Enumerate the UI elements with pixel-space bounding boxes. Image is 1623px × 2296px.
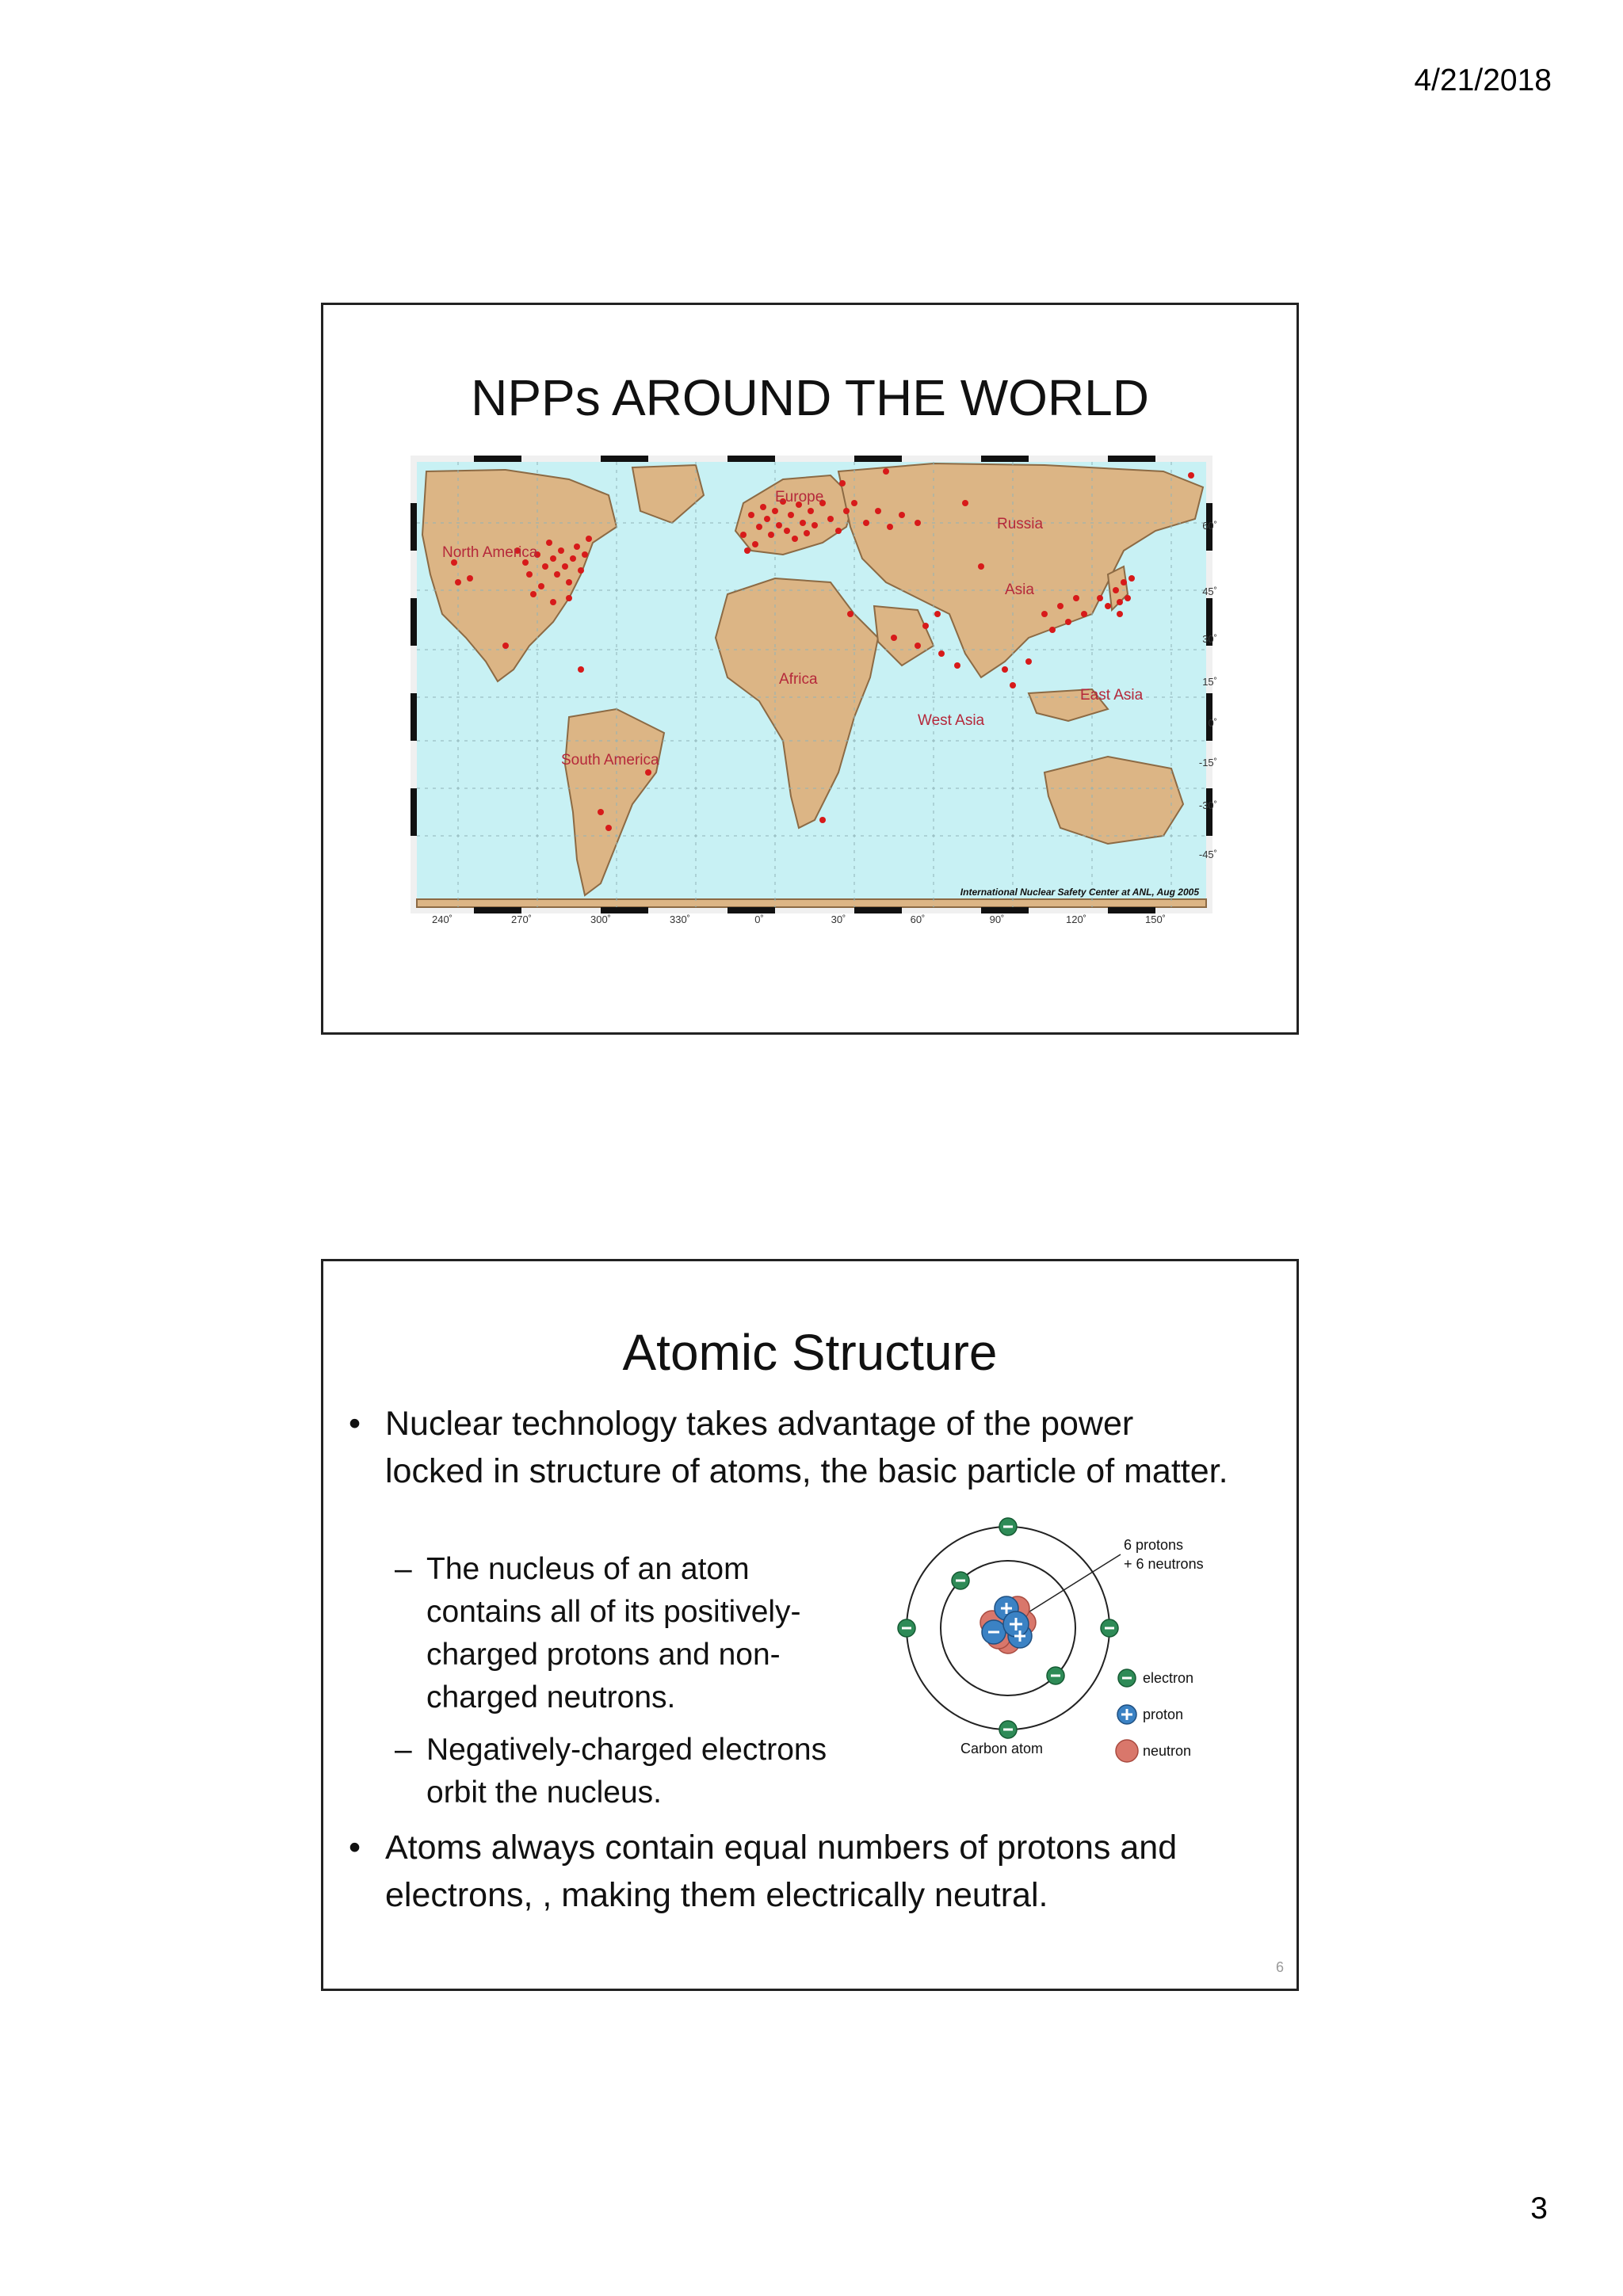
bullet-glyph: • (349, 1829, 361, 1867)
lon-90: 90˚ (989, 913, 1005, 923)
dash-glyph: – (395, 1733, 412, 1767)
legend-neutron-label: neutron (1143, 1743, 1192, 1759)
atom-caption: Carbon atom (960, 1741, 1044, 1756)
lat-minus-45: -45˚ (1198, 849, 1217, 860)
legend (1116, 1669, 1193, 1762)
lon-330: 330˚ (669, 913, 691, 923)
lat-0: 0˚ (1208, 717, 1217, 729)
lat-15: 15˚ (1202, 676, 1217, 688)
map-credit: International Nuclear Safety Center at ANL, Aug 2005 (960, 887, 1199, 898)
label-west-asia: West Asia (918, 712, 985, 729)
lon-30: 30˚ (831, 913, 846, 923)
slide-npps-world (321, 303, 1299, 1035)
lon-270: 270˚ (510, 913, 533, 923)
lat-45: 45˚ (1202, 585, 1217, 597)
protons-count-label: 6 protons (1124, 1537, 1184, 1553)
neutron-icon (1116, 1740, 1138, 1762)
lat-minus-15: -15˚ (1198, 757, 1217, 769)
lon-300: 300˚ (590, 913, 612, 923)
slide-title: NPPs AROUND THE WORLD (471, 369, 1149, 426)
legend-proton-label: proton (1143, 1707, 1184, 1722)
world-map (411, 456, 1219, 923)
label-asia: Asia (1005, 582, 1034, 598)
lon-0: 0˚ (754, 913, 764, 923)
slide-atomic-structure (321, 1259, 1299, 1991)
neutrons-count-label: + 6 neutrons (1124, 1556, 1204, 1572)
lon-60: 60˚ (910, 913, 926, 923)
lat-30: 30˚ (1202, 633, 1217, 645)
sub-bullet-nucleus (395, 1548, 838, 1719)
label-north-america: North America (442, 544, 538, 561)
lat-60: 60˚ (1202, 520, 1217, 532)
lon-150: 150˚ (1144, 913, 1167, 923)
lon-120: 120˚ (1065, 913, 1087, 923)
label-russia: Russia (997, 516, 1044, 532)
nucleus-label (1124, 1537, 1204, 1572)
dash-glyph: – (395, 1552, 412, 1586)
sub-bullet-text: The nucleus of an atom contains all of its positively-charged protons and non-charged neutrons. (426, 1552, 801, 1714)
label-south-america: South America (561, 752, 659, 769)
lat-minus-30: -30˚ (1198, 799, 1217, 811)
sub-bullet-electrons (395, 1729, 878, 1814)
lon-240: 240˚ (431, 913, 453, 923)
nucleus (980, 1596, 1036, 1653)
carbon-atom-diagram (889, 1497, 1246, 1775)
label-africa: Africa (779, 671, 818, 688)
sub-bullet-text: Negatively-charged electrons orbit the nucleus. (426, 1733, 827, 1810)
bullet-nuclear-technology (349, 1400, 1241, 1495)
bullet-text: Atoms always contain equal numbers of protons and electrons, , making them electrically neutral. (385, 1829, 1178, 1914)
header-date: 4/21/2018 (1414, 63, 1552, 97)
legend-electron-label: electron (1143, 1670, 1194, 1686)
label-east-asia: East Asia (1080, 687, 1144, 704)
longitude-labels (432, 913, 1166, 923)
page-number: 3 (1530, 2191, 1548, 2225)
slide-number: 6 (1275, 1959, 1284, 1975)
label-europe: Europe (775, 489, 824, 505)
bullet-electrical-neutral (349, 1824, 1241, 1919)
slide-title: Atomic Structure (622, 1324, 998, 1381)
bullet-text: Nuclear technology takes advantage of the power locked in structure of atoms, the basic particle of matter. (385, 1405, 1228, 1490)
bullet-glyph: • (349, 1405, 361, 1443)
